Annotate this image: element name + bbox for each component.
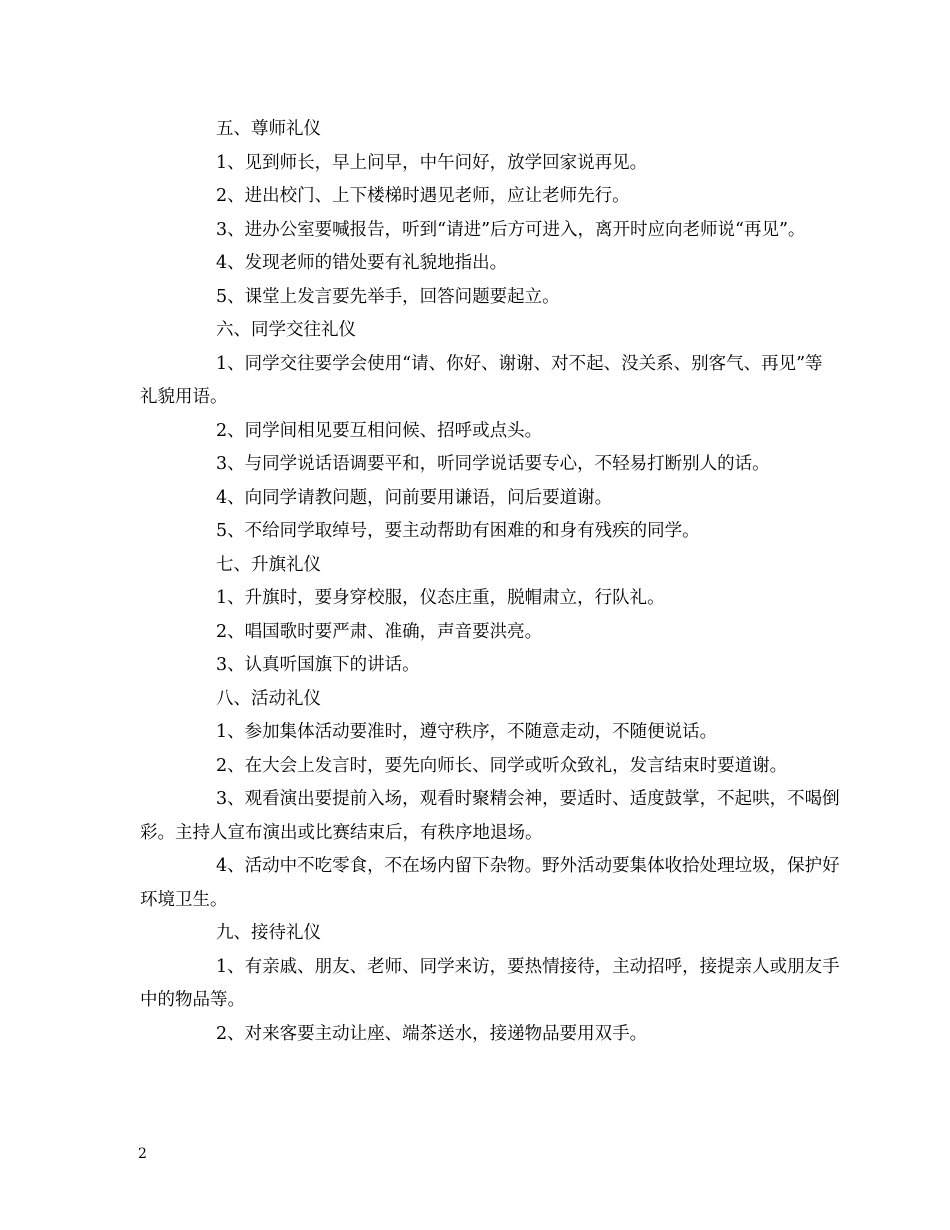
paragraph: 1、有亲戚、朋友、老师、同学来访，要热情接待，主动招呼，接提亲人或朋友手中的物品等。 (140, 956, 840, 1010)
section-heading-reception: 九、接待礼仪 (216, 923, 321, 943)
paragraph: 2、同学间相见要互相问候、招呼或点头。 (216, 420, 543, 441)
section-heading-respect-teachers: 五、尊师礼仪 (216, 119, 321, 139)
paragraph: 3、与同学说话语调要平和，听同学说话要专心，不轻易打断别人的话。 (216, 454, 770, 474)
page-number: 2 (138, 1146, 147, 1162)
paragraph: 1、升旗时，要身穿校服，仪态庄重，脱帽肃立，行队礼。 (216, 588, 665, 608)
section-heading-flag-raising: 七、升旗礼仪 (216, 554, 321, 575)
paragraph: 1、参加集体活动要准时，遵守秩序，不随意走动，不随便说话。 (216, 722, 718, 742)
paragraph: 4、发现老师的错处要有礼貌地指出。 (216, 253, 508, 273)
paragraph: 2、在大会上发言时，要先向师长、同学或听众致礼，发言结束时要道谢。 (216, 755, 788, 776)
paragraph: 5、不给同学取绰号，要主动帮助有困难的和身有残疾的同学。 (216, 521, 700, 541)
paragraph: 2、进出校门、上下楼梯时遇见老师，应让老师先行。 (216, 186, 630, 206)
document-body (140, 113, 840, 1051)
paragraph: 1、见到师长，早上问早，中午问好，放学回家说再见。 (216, 152, 648, 173)
paragraph: 2、唱国歌时要严肃、准确，声音要洪亮。 (216, 621, 543, 642)
paragraph: 3、观看演出要提前入场，观看时聚精会神，要适时、适度鼓掌，不起哄，不喝倒彩。主持人宣布演出或比赛结束后，有秩序地退场。 (140, 789, 840, 843)
paragraph: 5、课堂上发言要先举手，回答问题要起立。 (216, 286, 560, 307)
paragraph: 4、向同学请教问题，问前要用谦语，问后要道谢。 (216, 487, 613, 508)
paragraph: 3、进办公室要喊报告，听到“请进”后方可进入，离开时应向老师说“再见”。 (216, 219, 806, 240)
paragraph: 2、对来客要主动让座、端茶送水，接递物品要用双手。 (216, 1023, 648, 1044)
paragraph: 3、认真听国旗下的讲话。 (216, 655, 420, 675)
section-heading-classmates: 六、同学交往礼仪 (216, 320, 356, 340)
paragraph: 4、活动中不吃零食，不在场内留下杂物。野外活动要集体收拾处理垃圾，保护好环境卫生。 (140, 856, 840, 910)
paragraph: 1、同学交往要学会使用“请、你好、谢谢、对不起、没关系、别客气、再见”等礼貌用语。 (140, 353, 823, 407)
section-heading-activities: 八、活动礼仪 (216, 688, 321, 709)
